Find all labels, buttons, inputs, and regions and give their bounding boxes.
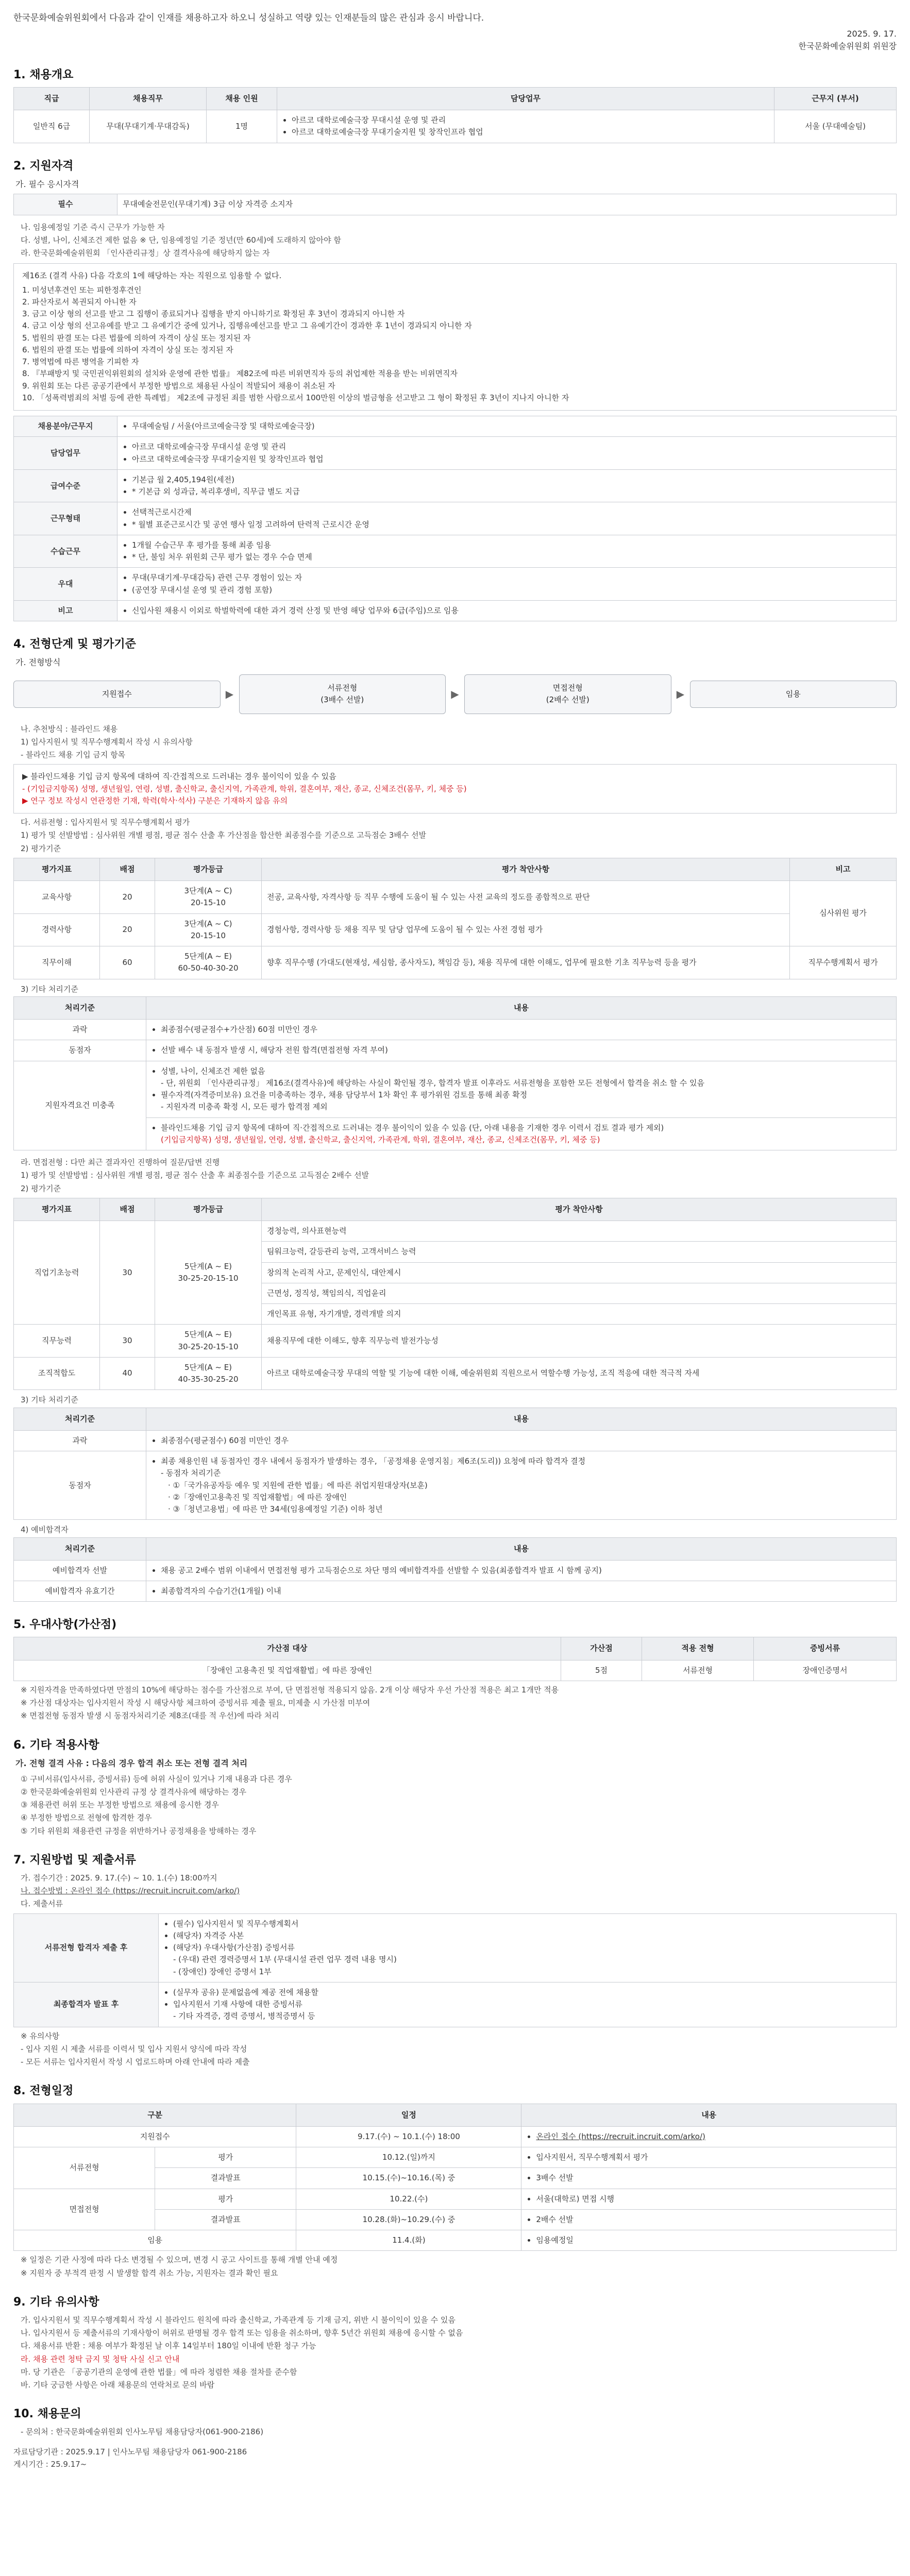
table-row [14, 568, 897, 601]
interview-eval-table [13, 1198, 897, 1391]
content-item[interactable]: • 온라인 접수 (https://recruit.incruit.com/arko/) [536, 2131, 891, 2143]
table-row [14, 1221, 897, 1242]
col-content: 내용 [521, 2104, 897, 2126]
note-line: 나. 추천방식 : 블라인드 채용 [21, 724, 118, 734]
note-line: 나. 임용예정일 기준 즉시 근무가 가능한 자 [21, 222, 165, 232]
cond-value [117, 416, 897, 437]
doc-item: • (필수) 입사지원서 및 직무수행계획서 [173, 1918, 891, 1930]
grade-cell: 5단계(A ~ E) 40-35-30-25-20 [155, 1357, 262, 1390]
note-line: ※ 지원자격을 만족하였다면 만점의 10%에 해당하는 점수를 가산점으로 부여, 단 면접전형 적용되지 않음. 2개 이상 해당자 우선 가산점 적용은 최고 1개만 적용 [21, 1685, 559, 1694]
required-label: 필수 [14, 194, 117, 215]
content-cell [521, 2168, 897, 2189]
substage-cell: 결과발표 [155, 2209, 296, 2230]
note-line: 라. 면접전형 : 다만 최근 결과자인 진행하여 질문/답변 진행 [21, 1158, 220, 1167]
section-1-title: 1. 채용개요 [13, 68, 74, 81]
score-cell: 30 [100, 1325, 155, 1358]
table-row [14, 1020, 897, 1040]
rule-item: • 필수자격(자격증미보유) 요건을 미충족하는 경우, 채용 담당부서 1차 확인 후 평가위원 검토를 통해 최종 확정 [161, 1089, 891, 1101]
indicator-cell: 경력사항 [14, 913, 100, 946]
duties-cell [277, 110, 774, 143]
list-item: ② 한국문화예술위원회 인사관리 규정 상 결격사유에 해당하는 경우 [21, 1787, 247, 1797]
disq-item: 2. 파산자로서 복권되지 아니한 자 [22, 297, 137, 307]
col-indicator: 평가지표 [14, 858, 100, 880]
content-cell [521, 2126, 897, 2147]
content-cell [521, 2147, 897, 2168]
rule-key: 지원자격요건 미충족 [14, 1061, 146, 1150]
bonus-table [13, 1637, 897, 1681]
rule-item: • 최종합격자의 수습기간(1개월) 이내 [161, 1585, 891, 1597]
rule-key: 예비합격자 유효기간 [14, 1581, 146, 1602]
grade-cell: 5단계(A ~ E) 30-25-20-15-10 [155, 1325, 262, 1358]
footer-line: 게시기간 : 25.9.17~ [13, 2459, 87, 2469]
section-7-title: 7. 지원방법 및 제출서류 [13, 1853, 136, 1867]
grade-cell: 5단계(A ~ E) 30-25-20-15-10 [155, 1221, 262, 1325]
grade-cell: 3단계(A ~ C) 20-15-10 [155, 913, 262, 946]
required-text: 무대예술전문인(무대기계) 3급 이상 자격증 소지자 [117, 194, 897, 215]
disq-item: 10. 「성폭력범죄의 처벌 등에 관한 특례법」 제2조에 규정된 죄를 범한 사람으로서 100만원 이상의 벌금형을 선고받고 그 형이 확정된 후 3년이 지나지 아니한 자 [22, 393, 569, 402]
list-item: ④ 부정한 방법으로 전형에 합격한 경우 [21, 1813, 152, 1823]
grade-cell: 5단계(A ~ E) 60-50-40-30-20 [155, 946, 262, 979]
table-row [14, 600, 897, 621]
content-item: • 임용예정일 [536, 2234, 891, 2246]
note-line: 1) 평가 및 선발방법 : 심사위원 개별 평점, 평균 점수 산출 후 최종점수를 기준으로 고득점순 2배수 선발 [21, 1171, 369, 1180]
cond-item: • 무대예술팀 / 서울(아르코예술극장 및 대학로예술극장) [132, 420, 891, 432]
rule-key: 동점자 [14, 1040, 146, 1061]
criteria-cell: 개인목표 유형, 자기개발, 경력개발 의지 [262, 1304, 897, 1325]
score-cell: 20 [100, 881, 155, 914]
col-duties: 담당업무 [277, 87, 774, 110]
table-row [14, 1982, 897, 2027]
place-cell: 서울 (무대예술팀) [774, 110, 897, 143]
table-row [14, 535, 897, 568]
contact-line: - 문의처 : 한국문화예술위원회 인사노무팀 채용담당자(061-900-2186) [21, 2427, 264, 2437]
rule-item: (기입금지항목) 성명, 생년월일, 연령, 성별, 출신학교, 출신지역, 가족관계, 학위, 결혼여부, 재산, 종교, 신체조건(몸무, 키, 체중 등) [161, 1134, 600, 1144]
target-cell: 「장애인 고용촉진 및 직업재활법」에 따른 장애인 [14, 1660, 561, 1681]
criteria-cell: 경험사항, 경력사항 등 채용 직무 및 담당 업무에 도움이 될 수 있는 사전 경험 평가 [262, 913, 790, 946]
table-row [14, 1357, 897, 1390]
rule-item: • 성별, 나이, 신체조건 제한 없음 [161, 1065, 891, 1077]
disq-item: 1. 미성년후견인 또는 피한정후견인 [22, 285, 142, 295]
disq-item: 6. 법원의 판결 또는 법률에 의하여 자격이 상실 또는 정지된 자 [22, 345, 233, 354]
schedule-table [13, 2104, 897, 2251]
disq-item: 4. 금고 이상 형의 선고유예를 받고 그 유예기간 중에 있거나, 집행유예선고를 받고 그 유예기간이 경과한 후 1년이 경과되지 아니한 자 [22, 321, 472, 331]
col-score: 배점 [100, 1198, 155, 1221]
cond-label: 채용분야/근무지 [14, 416, 117, 437]
cond-item: • 기본급 월 2,405,194원(세전) [132, 474, 891, 486]
note-line: 1) 평가 및 선발방법 : 심사위원 개별 평점, 평균 점수 산출 후 가산점을 합산한 최종점수를 기준으로 고득점순 3배수 선발 [21, 831, 427, 840]
indicator-cell: 직무능력 [14, 1325, 100, 1358]
cond-item: • 1개월 수습근무 후 평가를 통해 최종 임용 [132, 539, 891, 551]
note-line: - 블라인드 채용 기입 금지 항목 [21, 750, 126, 760]
intro-text: 한국문화예술위원회에서 다음과 같이 인재를 채용하고자 하오니 성실하고 역량 있는 인재분들의 많은 관심과 응시 바랍니다. [13, 13, 484, 23]
list-item: ③ 채용관련 허위 또는 부정한 방법으로 채용에 응시한 경우 [21, 1800, 219, 1810]
criteria-cell: 경청능력, 의사표현능력 [262, 1221, 897, 1242]
rule-item: · ①「국가유공자등 예우 및 지원에 관한 법률」에 따른 취업지원대상자(보훈) [168, 1480, 428, 1490]
doc-item: - (장애인) 장애인 증명서 1부 [173, 1967, 272, 1976]
table-row [14, 416, 897, 437]
rule-item: · ②「장애인고용촉진 및 직업재활법」에 따른 장애인 [168, 1492, 347, 1502]
cond-value [117, 469, 897, 502]
col-stage: 적용 전형 [642, 1637, 754, 1660]
section-8-title: 8. 전형일정 [13, 2084, 74, 2098]
grade-cell: 일반직 6급 [14, 110, 90, 143]
docs-label: 최종합격자 발표 후 [14, 1982, 159, 2027]
score-cell: 30 [100, 1221, 155, 1325]
rule-value [146, 1020, 897, 1040]
disq-item: 8. 『부패방지 및 국민권익위원회의 설치와 운영에 관한 법률』 제82조에 따른 비위면직자 등의 취업제한 적용을 받는 비위면직자 [22, 369, 458, 379]
table-row [14, 1325, 897, 1358]
disqualification-box [13, 263, 897, 411]
issuer: 한국문화예술위원회 위원장 [798, 41, 897, 51]
rule-value [146, 1040, 897, 1061]
score-cell: 60 [100, 946, 155, 979]
table-row [14, 1040, 897, 1061]
doc-item: • (해당자) 우대사항(가산점) 증빙서류 [173, 1942, 891, 1954]
schedule-cell: 10.15.(수)~10.16.(목) 중 [296, 2168, 521, 2189]
rule-value [146, 1451, 897, 1520]
proof-cell: 장애인증명서 [754, 1660, 897, 1681]
footer [13, 2446, 897, 2470]
schedule-cell: 11.4.(화) [296, 2230, 521, 2251]
blind-warning-line: ▶ 연구 정보 작성시 연관정한 기재, 학력(학사·석사) 구분은 기재하지 않음 유의 [22, 795, 288, 805]
rule-key: 예비합격자 선발 [14, 1560, 146, 1581]
note-line: ※ 가산점 대상자는 입사지원서 작성 시 해당사항 체크하여 증빙서류 제출 필요, 미제출 시 가산점 미부여 [21, 1698, 370, 1708]
notice-page [13, 0, 897, 2470]
table-row [14, 2147, 897, 2168]
table-row [14, 946, 897, 979]
cond-item: • 아르코 대학로예술극장 무대시설 운영 및 관리 [132, 441, 891, 453]
issue-date-block [13, 28, 897, 52]
remark-cell: 직무수행계획서 평가 [790, 946, 897, 979]
interview-rules-table [13, 1408, 897, 1520]
table-row [14, 1430, 897, 1451]
schedule-cell: 9.17.(수) ~ 10.1.(수) 18:00 [296, 2126, 521, 2147]
table-row [14, 437, 897, 470]
score-cell: 40 [100, 1357, 155, 1390]
document-rules-table [13, 996, 897, 1150]
col-schedule: 일정 [296, 2104, 521, 2126]
cond-item: • * 월별 표준근로시간 및 공연 행사 일정 고려하여 탄력적 근로시간 운영 [132, 519, 891, 531]
rule-value [146, 1061, 897, 1117]
score-cell: 20 [100, 913, 155, 946]
job-cell: 무대(무대기계·무대감독) [90, 110, 207, 143]
cond-item: • 신입사원 채용시 이외로 학벌학력에 대한 과거 경력 산정 및 반영 해당 업무와 6급(주임)으로 임용 [132, 605, 891, 617]
schedule-cell: 10.28.(화)~10.29.(수) 중 [296, 2209, 521, 2230]
col-score: 배점 [100, 858, 155, 880]
rule-item: - 동점자 처리기준 [161, 1468, 221, 1478]
note-line: - 입사 지원 시 제출 서류를 이력서 및 입사 지원서 양식에 따라 작성 [21, 2044, 247, 2054]
section-9-title: 9. 기타 유의사항 [13, 2295, 99, 2309]
docs-value [159, 1982, 897, 2027]
cond-item: • 선택적근로시간제 [132, 506, 891, 518]
cond-item: • 아르코 대학로예술극장 무대기술지원 및 창작인프라 협업 [132, 453, 891, 465]
content-item: • 입사지원서, 직무수행계획서 평가 [536, 2151, 891, 2163]
schedule-cell: 10.22.(수) [296, 2189, 521, 2209]
rule-item: • 최종점수(평균점수+가산점) 60점 미만인 경우 [161, 1024, 891, 1036]
list-item: 가. 입사지원서 및 직무수행계획서 작성 시 블라인드 원칙에 따라 출신학교, 가족관계 등 기재 금지, 위반 시 불이익이 있을 수 있음 [21, 2315, 456, 2325]
list-item: ① 구비서류(입사서류, 증빙서류) 등에 허위 사실이 있거나 기재 내용과 다른 경우 [21, 1774, 292, 1784]
cond-item: • 무대(무대기계·무대감독) 관련 근무 경험이 있는 자 [132, 572, 891, 584]
note-line: 2) 평가기준 [21, 843, 61, 853]
rule-key: 과락 [14, 1430, 146, 1451]
documents-table [13, 1913, 897, 2027]
apply-link[interactable]: 나. 접수방법 : 온라인 접수 (https://recruit.incruit.com/arko/) [21, 1886, 240, 1896]
criteria-cell: 채용직무에 대한 이해도, 향후 직무능력 발전가능성 [262, 1325, 897, 1358]
indicator-cell: 교육사항 [14, 881, 100, 914]
stage-cell: 서류전형 [642, 1660, 754, 1681]
list-item: 라. 채용 관련 청탁 금지 및 청탁 사실 신고 안내 [21, 2354, 180, 2364]
note-line: 다. 제출서류 [21, 1899, 63, 1909]
content-cell [521, 2189, 897, 2209]
doc-item: • (실무자 공유) 문제없음에 제공 전에 채용할 [173, 1987, 891, 1998]
note-line: ※ 유의사항 [21, 2031, 60, 2041]
step-document: 서류전형 (3배수 선발) [239, 674, 446, 714]
step-hire: 임용 [690, 681, 897, 708]
content-cell [521, 2230, 897, 2251]
col-grade: 평가등급 [155, 858, 262, 880]
col-rule: 처리기준 [14, 1408, 146, 1430]
step-apply: 지원접수 [13, 681, 221, 708]
apply-link-line [21, 1885, 897, 1897]
section-10-title: 10. 채용문의 [13, 2408, 81, 2421]
note-line: 다. 성별, 나이, 신체조건 제한 없음 ※ 단, 임용예정일 기준 정년(만 60세)에 도래하지 않아야 함 [21, 235, 341, 245]
col-points: 가산점 [561, 1637, 642, 1660]
duty-item: • 아르코 대학로예술극장 무대시설 운영 및 관리 [292, 114, 769, 126]
col-target: 가산점 대상 [14, 1637, 561, 1660]
disq-item: 5. 법원의 판결 또는 다른 법률에 의하여 자격이 상실 또는 정지된 자 [22, 333, 251, 343]
cond-value [117, 535, 897, 568]
docs-value [159, 1913, 897, 1982]
substage-cell: 평가 [155, 2189, 296, 2209]
cond-item: • (공연장 무대시설 운영 및 관리 경험 포함) [132, 584, 891, 596]
col-content: 내용 [146, 996, 897, 1019]
rules-title: 3) 기타 처리기준 [21, 984, 78, 994]
arrow-right-icon: ▶ [676, 687, 685, 700]
note-line: 라. 한국문화예술위원회 「인사관리규정」상 결격사유에 해당하지 않는 자 [21, 248, 270, 258]
table-row [14, 2230, 897, 2251]
count-cell: 1명 [207, 110, 277, 143]
criteria-cell: 팀워크능력, 갈등관리 능력, 고객서비스 능력 [262, 1242, 897, 1262]
cond-label: 근무형태 [14, 502, 117, 535]
cond-label: 담당업무 [14, 437, 117, 470]
col-grade: 직급 [14, 87, 90, 110]
col-content: 내용 [146, 1408, 897, 1430]
criteria-cell: 창의적 논리적 사고, 문제인식, 대안제시 [262, 1262, 897, 1283]
note-line: ※ 지원자 중 부적격 판정 시 발생할 합격 취소 가능, 지원자는 결과 확인 필요 [21, 2268, 278, 2278]
table-row [14, 502, 897, 535]
blind-line: ▶ 블라인드채용 기입 금지 항목에 대하여 직·간접적으로 드러내는 경우 불이익이 있을 수 있음 [22, 772, 336, 782]
rule-item: · ③「청년고용법」에 따른 만 34세(임용예정일 기준) 이하 청년 [168, 1504, 383, 1514]
note-line: 가. 접수기간 : 2025. 9. 17.(수) ~ 10. 1.(수) 18:00까지 [21, 1873, 217, 1883]
col-place: 근무지 (부서) [774, 87, 897, 110]
criteria-cell: 아르코 대학로예술극장 무대의 역할 및 기능에 대한 이해, 예술위원회 직원으로서 역할수행 가능성, 조직 적응에 대한 적극적 자세 [262, 1357, 897, 1390]
note-line: 다. 서류전형 : 입사지원서 및 직무수행계획서 평가 [21, 818, 190, 827]
reserve-table [13, 1537, 897, 1602]
indicator-cell: 직업기초능력 [14, 1221, 100, 1325]
step-interview: 면접전형 (2배수 선발) [464, 674, 671, 714]
indicator-cell: 조직적합도 [14, 1357, 100, 1390]
docs-label: 서류전형 합격자 제출 후 [14, 1913, 159, 1982]
rule-item: • 최종점수(평균점수) 60점 미만인 경우 [161, 1435, 891, 1447]
criteria-cell: 근면성, 정직성, 책임의식, 직업윤리 [262, 1283, 897, 1303]
rule-item: • 최종 채용인원 내 동점자인 경우 내에서 동점자가 발생하는 경우, 「공정채용 운영지침」제6조(도리)) 요청에 따라 합격자 결정 [161, 1455, 891, 1467]
cond-value [117, 437, 897, 470]
content-cell [521, 2209, 897, 2230]
col-rule: 처리기준 [14, 1537, 146, 1560]
table-row [14, 1560, 897, 1581]
table-row [14, 1451, 897, 1520]
rule-value [146, 1117, 897, 1150]
required-table [13, 194, 897, 215]
note-line: - 모든 서류는 입사지원서 작성 시 업로드하며 아래 안내에 따라 제출 [21, 2057, 250, 2067]
doc-item: • 입사지원서 기재 사항에 대한 증빙서류 [173, 1998, 891, 2010]
note-line: ※ 일정은 기관 사정에 따라 다소 변경될 수 있으며, 변경 시 공고 사이트를 통해 개별 안내 예정 [21, 2255, 338, 2265]
rule-value [146, 1560, 897, 1581]
cond-label: 비고 [14, 600, 117, 621]
table-row [14, 881, 897, 914]
table-row [14, 469, 897, 502]
points-cell: 5점 [561, 1660, 642, 1681]
duty-item: • 아르코 대학로예술극장 무대기술지원 및 창작인프라 협업 [292, 126, 769, 138]
rule-value [146, 1430, 897, 1451]
overview-table [13, 87, 897, 143]
rule-item: • 블라인드채용 기입 금지 항목에 대하여 직·간접적으로 드러내는 경우 불이익이 있을 수 있음 (단, 아래 내용을 기재한 경우 이력서 검토 결과 평가 제외) [161, 1122, 891, 1134]
note-line: ※ 면접전형 동점자 발생 시 동점자처리기준 제8조(대를 적 우선)에 따라 처리 [21, 1711, 279, 1721]
document-eval-table [13, 858, 897, 979]
rule-key: 과락 [14, 1020, 146, 1040]
stage-cell: 면접전형 [14, 2189, 155, 2230]
col-job: 채용직무 [90, 87, 207, 110]
process-flow [13, 674, 897, 714]
required-subtitle: 가. 필수 응시자격 [15, 179, 79, 189]
substage-cell: 평가 [155, 2147, 296, 2168]
table-row [14, 1061, 897, 1117]
section-6-lead: 가. 전형 결격 사유 : 다음의 경우 합격 취소 또는 전형 결격 처리 [15, 1758, 248, 1768]
rule-value [146, 1581, 897, 1602]
rules-title: 3) 기타 처리기준 [21, 1395, 78, 1405]
cond-label: 우대 [14, 568, 117, 601]
stage-cell: 임용 [14, 2230, 296, 2251]
col-criteria: 평가 착안사항 [262, 1198, 897, 1221]
disq-item: 9. 위원회 또는 다른 공공기관에서 부정한 방법으로 채용된 사실이 적발되어 채용이 취소된 자 [22, 381, 335, 391]
stage-cell: 서류전형 [14, 2147, 155, 2189]
disq-item: 3. 금고 이상 형의 선고를 받고 그 집행이 종료되거나 집행을 받지 아니하기로 확정된 후 3년이 경과되지 아니한 자 [22, 309, 405, 319]
note-line: 1) 입사지원서 및 직무수행계획서 작성 시 유의사항 [21, 737, 193, 747]
note-line: 2) 평가기준 [21, 1183, 61, 1193]
issue-date: 2025. 9. 17. [847, 29, 897, 39]
indicator-cell: 직무이해 [14, 946, 100, 979]
doc-item: • (해당자) 자격증 사본 [173, 1930, 891, 1942]
col-grade: 평가등급 [155, 1198, 262, 1221]
stage-cell: 지원접수 [14, 2126, 296, 2147]
substage-cell: 결과발표 [155, 2168, 296, 2189]
list-item: 다. 채용서류 반환 : 채용 여부가 확정된 날 이후 14일부터 180일 이내에 반환 청구 가능 [21, 2341, 316, 2351]
table-row [14, 110, 897, 143]
blind-notice-box [13, 764, 897, 814]
cond-item: • * 단, 불임 처우 위원회 근무 평가 없는 경우 수습 면제 [132, 551, 891, 563]
section-5-title: 5. 우대사항(가산점) [13, 1618, 117, 1632]
list-item: 나. 입사지원서 등 제출서류의 기재사항이 허위로 판명될 경우 합격 또는 임용을 취소하며, 향후 5년간 위원회 채용에 응시할 수 없음 [21, 2328, 463, 2338]
cond-value [117, 600, 897, 621]
doc-item: - (우대) 관련 경력증명서 1부 (무대시설 관련 업무 경력 내용 명시) [173, 1955, 397, 1964]
arrow-right-icon: ▶ [225, 687, 234, 700]
section-2-title: 2. 지원자격 [13, 159, 74, 173]
content-item: • 2배수 선발 [536, 2214, 891, 2226]
cond-label: 급여수준 [14, 469, 117, 502]
col-rule: 처리기준 [14, 996, 146, 1019]
cond-value [117, 502, 897, 535]
rule-item: • 채용 공고 2배수 범위 이내에서 면접전형 평가 고득점순으로 차단 명의 예비합격자를 선발할 수 있음(최종합격자 발표 시 함께 공지) [161, 1565, 891, 1577]
conditions-table [13, 416, 897, 621]
list-item: 바. 기타 궁금한 사항은 아래 채용문의 연락처로 문의 바람 [21, 2380, 215, 2390]
rule-item: • 선발 배수 내 동점자 발생 시, 해당자 전원 합격(면접전형 자격 부여) [161, 1044, 891, 1056]
section-4-title: 4. 전형단계 및 평가기준 [13, 638, 136, 651]
grade-cell: 3단계(A ~ C) 20-15-10 [155, 881, 262, 914]
content-item: • 서울(대학로) 면접 시행 [536, 2193, 891, 2205]
cond-value [117, 568, 897, 601]
table-row [14, 913, 897, 946]
disq-item: 7. 병역법에 따른 병역을 기피한 자 [22, 357, 139, 367]
list-item: ⑤ 기타 위원회 채용관련 규정을 위반하거나 공정채용을 방해하는 경우 [21, 1826, 257, 1836]
col-remark: 비고 [790, 858, 897, 880]
col-proof: 증빙서류 [754, 1637, 897, 1660]
arrow-right-icon: ▶ [451, 687, 459, 700]
remark-cell: 심사위원 평가 [790, 881, 897, 946]
cond-item: • * 기본급 외 성과급, 복리후생비, 직무급 별도 지급 [132, 486, 891, 498]
doc-item: - 기타 자격증, 경력 증명서, 병적증명서 등 [173, 2011, 315, 2021]
pool-title: 4) 예비합격자 [21, 1525, 69, 1535]
footer-line: 자료담당기관 : 2025.9.17 | 인사노무팀 채용담당자 061-900-2186 [13, 2447, 247, 2456]
table-row [14, 2126, 897, 2147]
content-item: • 3배수 선발 [536, 2172, 891, 2184]
section-6-title: 6. 기타 적용사항 [13, 1738, 99, 1752]
flow-subtitle: 가. 전형방식 [15, 657, 61, 668]
disq-title: 제16조 (결격 사유) 다음 각호의 1에 해당하는 자는 직원으로 임용할 수 없다. [22, 271, 282, 281]
table-row [14, 1117, 897, 1150]
rule-item: - 단, 위원회 「인사관리규정」 제16조(결격사유)에 해당하는 사실이 확인될 경우, 합격자 발표 이후라도 서류전형을 포함한 모든 전형에서 합격을 취소 할 수 있음 [161, 1078, 704, 1088]
col-indicator: 평가지표 [14, 1198, 100, 1221]
rule-item: - 지원자격 미충족 확정 시, 모든 평가 합격점 제외 [161, 1102, 328, 1112]
table-row [14, 1581, 897, 1602]
table-row [14, 1660, 897, 1681]
criteria-cell: 전공, 교육사항, 자격사항 등 직무 수행에 도움이 될 수 있는 사전 교육의 정도를 종합적으로 판단 [262, 881, 790, 914]
col-content: 내용 [146, 1537, 897, 1560]
col-count: 채용 인원 [207, 87, 277, 110]
rule-key: 동점자 [14, 1451, 146, 1520]
cond-label: 수습근무 [14, 535, 117, 568]
col-stage: 구분 [14, 2104, 296, 2126]
col-criteria: 평가 착안사항 [262, 858, 790, 880]
blind-forbidden-line: - (기입금지항목) 성명, 생년월일, 연령, 성별, 출신학교, 출신지역, 가족관계, 학위, 결혼여부, 재산, 종교, 신체조건(몸무, 키, 체중 등) [22, 784, 467, 793]
table-row [14, 1913, 897, 1982]
criteria-cell: 향후 직무수행 (가대도(현재성, 세심함, 종사자도), 책임감 등), 채용 직무에 대한 이해도, 업무에 필요한 기초 직무능력 등을 평가 [262, 946, 790, 979]
schedule-cell: 10.12.(일)까지 [296, 2147, 521, 2168]
list-item: 마. 당 기관은 「공공기관의 운영에 관한 법률」에 따라 청렴한 채용 절차를 준수함 [21, 2367, 297, 2377]
table-row [14, 2189, 897, 2209]
